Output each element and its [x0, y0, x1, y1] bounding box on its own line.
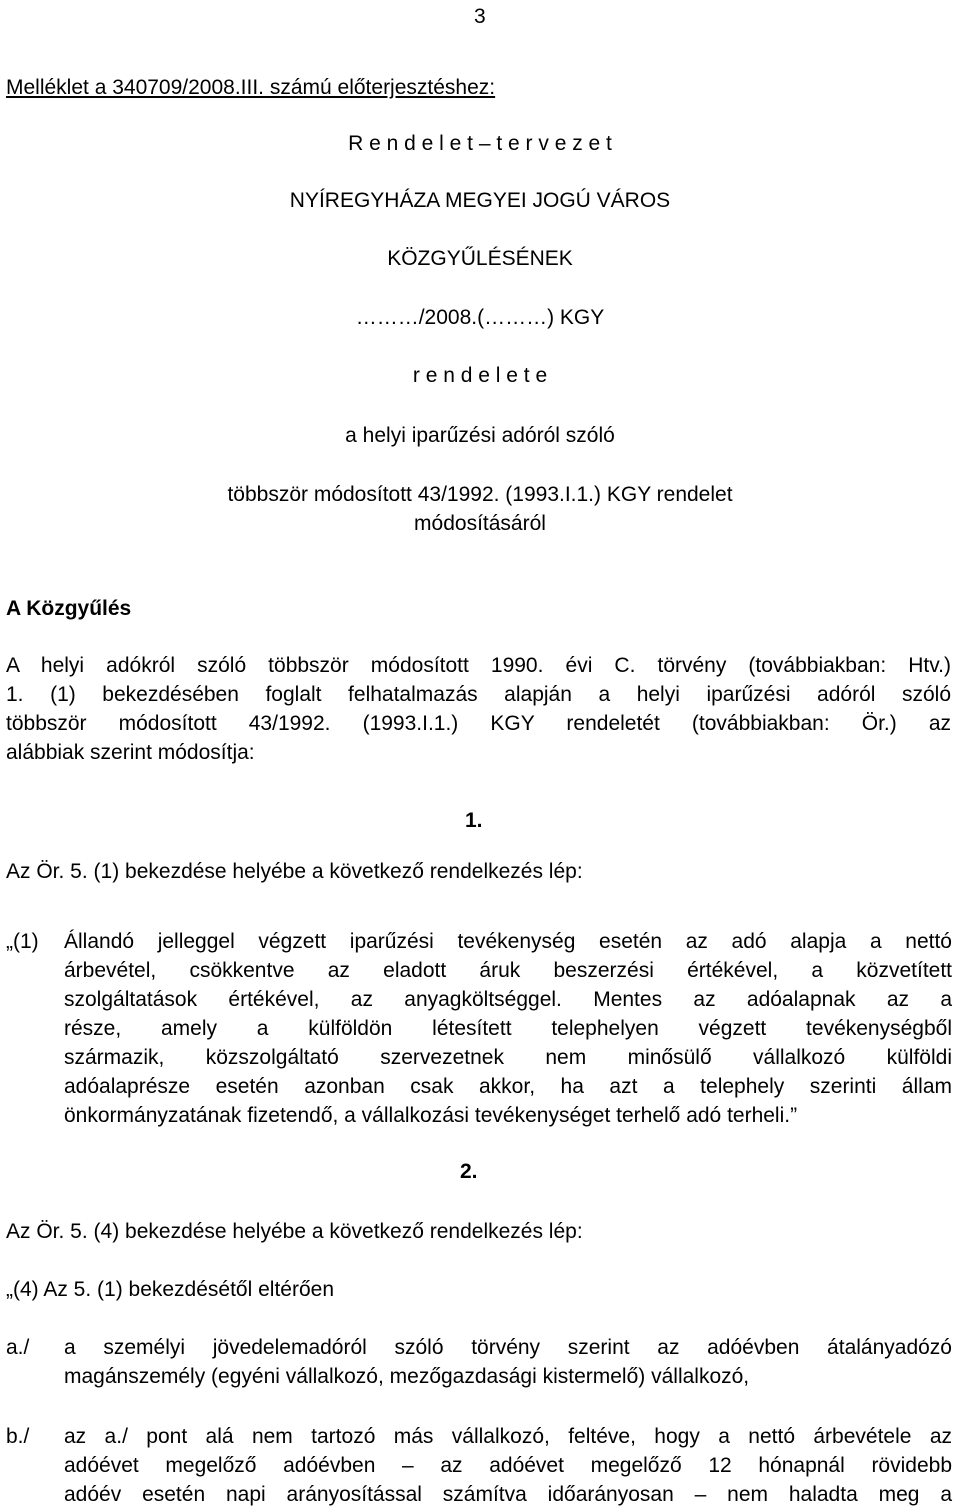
section-1-intro: Az Ör. 5. (1) bekezdése helyébe a következő rendelkezés lép: [6, 860, 583, 883]
decree-subject-line-3: módosításáról [414, 512, 546, 535]
section-1-line-4: része, amely a külföldön létesített telephelyen végzett tevékenységből [64, 1017, 952, 1040]
city-name: NYÍREGYHÁZA MEGYEI JOGÚ VÁROS [289, 189, 671, 212]
page-number: 3 [474, 5, 486, 28]
attachment-reference: Melléklet a 340709/2008.III. számú előterjesztéshez: [6, 76, 496, 99]
section-1-line-1: Állandó jelleggel végzett iparűzési tevékenység esetén az adó alapja a nettó [64, 930, 952, 953]
section-1-line-7: önkormányzatának fizetendő, a vállalkozási tevékenységet terhelő adó terheli.” [64, 1104, 798, 1127]
decree-subject-line-2: többször módosított 43/1992. (1993.I.1.) KGY rendelet [227, 483, 733, 506]
preamble [6, 651, 951, 767]
decree-label: r e n d e l e t e [412, 364, 548, 387]
assembly-title: A Közgyűlés [6, 597, 132, 620]
assembly-name: KÖZGYŰLÉSÉNEK [387, 247, 573, 270]
section-1-line-2: árbevétel, csökkentve az eladott áruk beszerzési értékével, a közvetített [64, 959, 952, 982]
section-1-heading: 1. [465, 809, 483, 832]
section-1-label: „(1) [6, 930, 39, 953]
section-1-body [64, 927, 952, 1130]
preamble-line-2: 1. (1) bekezdésében foglalt felhatalmazás alapján a helyi iparűzési adóról szóló [6, 683, 951, 706]
preamble-line-3: többször módosított 43/1992. (1993.I.1.) KGY rendeletét (továbbiakban: Ör.) az [6, 712, 951, 735]
decree-subject-line-1: a helyi iparűzési adóról szóló [345, 424, 615, 447]
item-a-line-2: magánszemély (egyéni vállalkozó, mezőgazdasági kistermelő) vállalkozó, [64, 1365, 750, 1388]
section-1-line-6: adóalaprésze esetén azonban csak akkor, ha azt a telephely szerinti állam [64, 1075, 952, 1098]
item-b-body [64, 1422, 952, 1509]
item-b-line-3: adóév esetén napi arányosítással számítva időarányosan – nem haladta meg a [64, 1483, 952, 1506]
draft-title: R e n d e l e t – t e r v e z e t [348, 132, 612, 155]
preamble-line-4: alábbiak szerint módosítja: [6, 741, 255, 764]
item-b-line-2: adóévet megelőző adóévben – az adóévet megelőző 12 hónapnál rövidebb [64, 1454, 952, 1477]
preamble-line-1: A helyi adókról szóló többször módosított 1990. évi C. törvény (továbbiakban: Htv.) [6, 654, 951, 677]
section-1-line-5: származik, közszolgáltató szervezetnek nem minősülő vállalkozó külföldi [64, 1046, 952, 1069]
item-a-line-1: a személyi jövedelemadóról szóló törvény szerint az adóévben átalányadózó [64, 1336, 952, 1359]
item-b-line-1: az a./ pont alá nem tartozó más vállalkozó, feltéve, hogy a nettó árbevétele az [64, 1425, 952, 1448]
section-2-intro: Az Ör. 5. (4) bekezdése helyébe a következő rendelkezés lép: [6, 1220, 583, 1243]
section-1-line-3: szolgáltatások értékével, az anyagköltséggel. Mentes az adóalapnak az a [64, 988, 952, 1011]
section-2-heading: 2. [460, 1160, 478, 1183]
decree-number: ………/2008.(………) KGY [355, 306, 605, 329]
item-a-body [64, 1333, 952, 1391]
item-b-label: b./ [6, 1425, 30, 1448]
item-a-label: a./ [6, 1336, 30, 1359]
section-2-sub-intro: „(4) Az 5. (1) bekezdésétől eltérően [6, 1278, 335, 1301]
